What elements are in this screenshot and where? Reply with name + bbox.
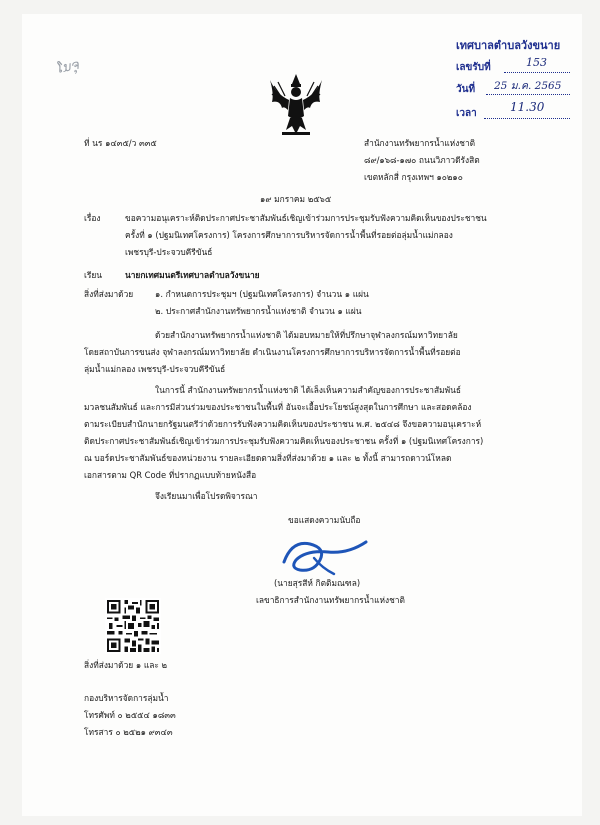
stamp-line bbox=[484, 118, 570, 119]
addressee-label: เรียน bbox=[84, 270, 102, 280]
contact-fax: โทรสาร ๐ ๒๕๒๑ ๙๓๔๓ bbox=[84, 727, 173, 737]
stamp-time-value: 11.30 bbox=[510, 100, 545, 114]
closing-line: จึงเรียนมาเพื่อโปรดพิจารณา bbox=[155, 491, 258, 501]
paragraph-line: ณ บอร์ดประชาสัมพันธ์ของหน่วยงาน รายละเอียดตามสิ่งที่ส่งมาด้วย ๑ และ ๒ ทั้งนี้ สามารถดาวน์โหลด bbox=[84, 453, 452, 463]
stamp-office: เทศบาลตำบลวังขนาย bbox=[456, 39, 561, 52]
paragraph-line: โดยสถาบันการขนส่ง จุฬาลงกรณ์มหาวิทยาลัย ดำเนินงานโครงการศึกษาการบริหารจัดการน้ำพื้นที่รอยต่อ bbox=[84, 347, 461, 357]
agency-address-line: ๘๙/๑๖๘-๑๗๐ ถนนวิภาวดีรังสิต bbox=[364, 155, 480, 165]
stamp-date-value: 25 ม.ค. 2565 bbox=[494, 80, 562, 92]
contact-division: กองบริหารจัดการลุ่มน้ำ bbox=[84, 693, 169, 703]
letter-date: ๑๙ มกราคม ๒๕๖๕ bbox=[260, 194, 332, 204]
enclosure-item: ๒. ประกาศสำนักงานทรัพยากรน้ำแห่งชาติ จำนวน ๑ แผ่น bbox=[155, 306, 362, 316]
stamp-date-label: วันที่ bbox=[456, 84, 476, 95]
paragraph-line: มวลชนสัมพันธ์ และการมีส่วนร่วมของประชาชนในพื้นที่ อันจะเอื้อประโยชน์สูงสุดในการศึกษา และสอดคล้อง bbox=[84, 402, 472, 412]
enclosures-label: สิ่งที่ส่งมาด้วย bbox=[84, 289, 134, 299]
subject-line: เพชรบุรี-ประจวบคีรีขันธ์ bbox=[125, 247, 213, 257]
paragraph-line: เอกสารตาม QR Code ที่ปรากฏแบบท้ายหนังสือ bbox=[84, 470, 257, 480]
handwritten-note: ໂນຈຸ bbox=[54, 57, 81, 78]
contact-phone: โทรศัพท์ ๐ ๒๕๕๔ ๑๘๓๓ bbox=[84, 710, 176, 720]
letter-page bbox=[22, 14, 582, 816]
subject-line: ครั้งที่ ๑ (ปฐมนิเทศโครงการ) โครงการศึกษาการบริหารจัดการน้ำพื้นที่รอยต่อลุ่มน้ำแม่กลอง bbox=[125, 230, 453, 240]
agency-address-line: เขตหลักสี่ กรุงเทพฯ ๑๐๒๑๐ bbox=[364, 172, 463, 182]
paragraph-line: ในการนี้ สำนักงานทรัพยากรน้ำแห่งชาติ ได้เล็งเห็นความสำคัญของการประชาสัมพันธ์ bbox=[155, 385, 461, 395]
paragraph-line: ติดประกาศประชาสัมพันธ์เชิญเข้าร่วมการประชุมรับฟังความคิดเห็นของประชาชน ครั้งที่ ๑ (ปฐมนิเทศโครงการ) bbox=[84, 436, 484, 446]
stamp-receive-number: 153 bbox=[526, 56, 547, 69]
paragraph-line: ด้วยสำนักงานทรัพยากรน้ำแห่งชาติ ได้มอบหมายให้ที่ปรึกษาจุฬาลงกรณ์มหาวิทยาลัย bbox=[155, 330, 458, 340]
qr-code-icon[interactable] bbox=[105, 598, 161, 654]
receipt-stamp bbox=[450, 36, 578, 132]
regards-line: ขอแสดงความนับถือ bbox=[288, 515, 361, 525]
signer-title: เลขาธิการสำนักงานทรัพยากรน้ำแห่งชาติ bbox=[256, 595, 405, 605]
stamp-line bbox=[504, 72, 570, 73]
stamp-time-label: เวลา bbox=[456, 108, 477, 119]
reference-number: ที่ นร ๑๔๓๕/ว ๓๓๕ bbox=[84, 138, 157, 148]
signature-icon bbox=[270, 532, 380, 578]
addressee-name: นายกเทศมนตรีเทศบาลตำบลวังขนาย bbox=[125, 270, 260, 280]
subject-label: เรื่อง bbox=[84, 213, 101, 223]
garuda-emblem-icon bbox=[268, 72, 324, 142]
signer-name: (นายสุรสีห์ กิตติมณฑล) bbox=[274, 578, 361, 588]
stamp-receive-label: เลขรับที่ bbox=[456, 62, 491, 73]
agency-name: สำนักงานทรัพยากรน้ำแห่งชาติ bbox=[364, 138, 476, 148]
paragraph-line: ตามระเบียบสำนักนายกรัฐมนตรีว่าด้วยการรับฟังความคิดเห็นของประชาชน พ.ศ. ๒๕๔๘ จึงขอความอนุเคราะห์ bbox=[84, 419, 482, 429]
paragraph-line: ลุ่มน้ำแม่กลอง เพชรบุรี-ประจวบคีรีขันธ์ bbox=[84, 364, 226, 374]
qr-caption: สิ่งที่ส่งมาด้วย ๑ และ ๒ bbox=[84, 660, 168, 670]
stamp-line bbox=[486, 94, 570, 95]
subject-line: ขอความอนุเคราะห์ติดประกาศประชาสัมพันธ์เชิญเข้าร่วมการประชุมรับฟังความคิดเห็นของประชาชน bbox=[125, 213, 487, 223]
enclosure-item: ๑. กำหนดการประชุมฯ (ปฐมนิเทศโครงการ) จำนวน ๑ แผ่น bbox=[155, 289, 369, 299]
